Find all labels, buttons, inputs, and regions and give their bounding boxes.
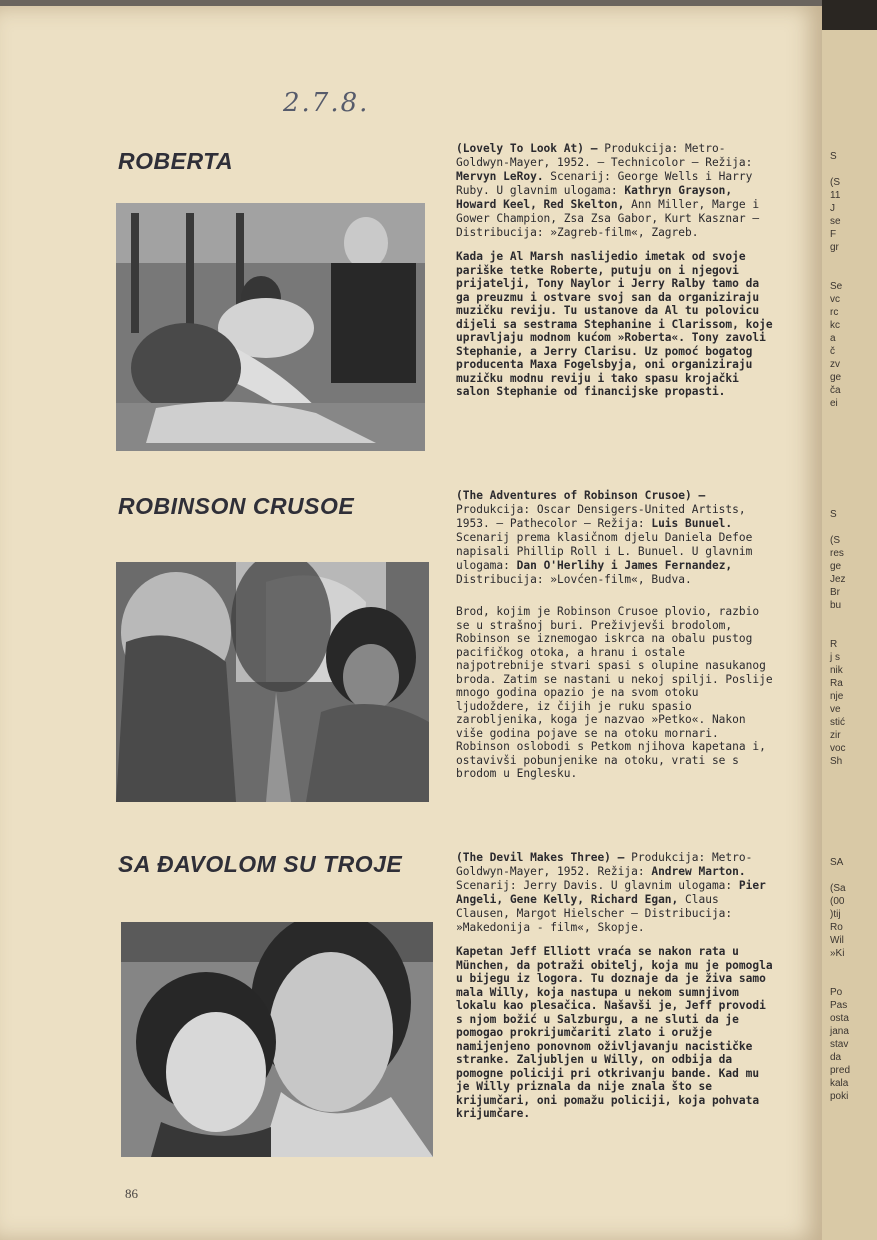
original-title: (The Adventures of Robinson Crusoe) —: [456, 489, 706, 502]
credits-text: Ann Miller, Marge i Gower Champion, Zsa Zsa Gabor, Kurt Kasznar — Distribucija: »Zagreb-film«, Zagreb.: [456, 198, 760, 239]
film-text-roberta: [456, 142, 778, 409]
plot-paragraph: Kapetan Jeff Elliott vraća se nakon rata u München, da potraži obitelj, koja mu je pomogla u bijegu iz logora. Tu doznaje da je živa samo mala Willy, koja nastupa u nekom sumnjivom lokalu kao plesačica. Našavši je, Jeff provodi s njom božić u Salzburgu, a ne sluti da je pomogao prokrijumčariti zlato i oružje namijenjeno ponovnom oživljavanju nacističke stranke. Zaljubljen u Willy, on odbija da pomogne policiji pri otkrivanju bande. Kad mu je Willy priznala da nije znala što se krijumčari, oni pomažu policiji, koja pohvata krijumčare.: [456, 945, 773, 1120]
film-text-sa-davolom-su-troje: [456, 851, 778, 1131]
adjacent-page-edge: [822, 30, 877, 1240]
film-text-robinson-crusoe: [456, 489, 778, 791]
film-still-sa-davolom-su-troje: [121, 922, 433, 1157]
original-title: (Lovely To Look At) —: [456, 142, 605, 155]
film-still-robinson-crusoe: [116, 562, 429, 802]
plot-paragraph: Brod, kojim je Robinson Crusoe plovio, razbio se u strašnoj buri. Preživjevši brodolom, Robinson se iznemogao iskrca na obalu pustog pacifičkog otoka, a hranu i ostale najpotrebnije stvari spasi s olupine nasukanog broda. Zatim se nastani u nekoj spilji. Poslije mnogo godina opazio je na svom otoku ljudoždere, iz čijih je ruku spasio zarobljenika, koga je nazvao »Petko«. Nakon više godina pojave se na otoku mornari. Robinson oslobodi s Petkom njihova kapetana i, ostavivši pobunjenike na otoku, vrati se s brodom u Englesku.: [456, 605, 773, 780]
adjacent-page-text: S (S res ge Jez Br bu R j s nik Ra nje ve stić zir voc Sh: [830, 509, 846, 767]
film-still-roberta: [116, 203, 425, 451]
page-number: 86: [125, 1186, 138, 1201]
credits-text: Produkcija: Metro-Goldwyn-Mayer, 1952. Režija:: [456, 851, 753, 878]
credits-text: Claus Clausen, Margot Hielscher — Distribucija: »Makedonija - film«, Skopje.: [456, 893, 733, 934]
director-name: Andrew Marton.: [651, 865, 746, 878]
plot-paragraph: Kada je Al Marsh naslijedio imetak od svoje pariške tetke Roberte, putuju on i njegovi prijatelji, Tony Naylor i Jerry Ralby tamo da ga preuzmu i ostvare svoj san da organiziraju muzičku reviju. Tu ustanove da Al tu polovicu dijeli sa sestrama Stephanine i Clarissom, koje upravljaju modnom kućom »Roberta«. Tony zavoli Stephanie, a Jerry Clarisu. Uz pomoć bogatog producenta Maxa Fogelsbyja, oni organiziraju muzičku modnu reviju i tako spasu krojački salon Stephanie od financijske propasti.: [456, 250, 773, 398]
cast-names: Pier Angeli, Gene Kelly, Richard Egan,: [456, 879, 766, 906]
film-title-roberta: ROBERTA: [118, 148, 234, 174]
credits-paragraph: [456, 489, 778, 587]
adjacent-page-text: S (S 11 J se F gr Se vc rc kc a č zv ge ča ei: [830, 151, 843, 409]
adjacent-page-text: SA (Sa (00 )tij Ro Wil »Ki Po Pas osta jana stav da pred kala poki: [830, 857, 851, 1102]
film-title-robinson-crusoe: ROBINSON CRUSOE: [118, 493, 355, 519]
handwritten-note: 2.7.8.: [283, 88, 370, 118]
credits-text: Scenarij: George Wells i Harry Ruby. U glavnim ulogama:: [456, 170, 753, 197]
cast-names: Dan O'Herlihy i James Fernandez,: [516, 559, 733, 572]
director-name: Mervyn LeRoy.: [456, 170, 544, 183]
director-name: Luis Bunuel.: [651, 517, 733, 530]
credits-text: Produkcija: Oscar Densigers-United Artists, 1953. — Pathecolor — Režija:: [456, 503, 746, 530]
original-title: (The Devil Makes Three) —: [456, 851, 632, 864]
film-title-sa-davolom-su-troje: SA ĐAVOLOM SU TROJE: [118, 851, 403, 877]
cast-names: Kathryn Grayson, Howard Keel, Red Skelton,: [456, 184, 733, 211]
credits-paragraph: [456, 851, 778, 935]
credits-text: Distribucija: »Lovćen-film«, Budva.: [456, 573, 692, 586]
credits-text: Scenarij: Jerry Davis. U glavnim ulogama:: [456, 879, 739, 892]
credits-paragraph: [456, 142, 778, 240]
credits-text: Scenarij prema klasičnom djelu Daniela Defoe napisali Phillip Roll i L. Bunuel. U glavnim ulogama:: [456, 531, 753, 572]
credits-text: Produkcija: Metro-Goldwyn-Mayer, 1952. — Technicolor — Režija:: [456, 142, 753, 169]
